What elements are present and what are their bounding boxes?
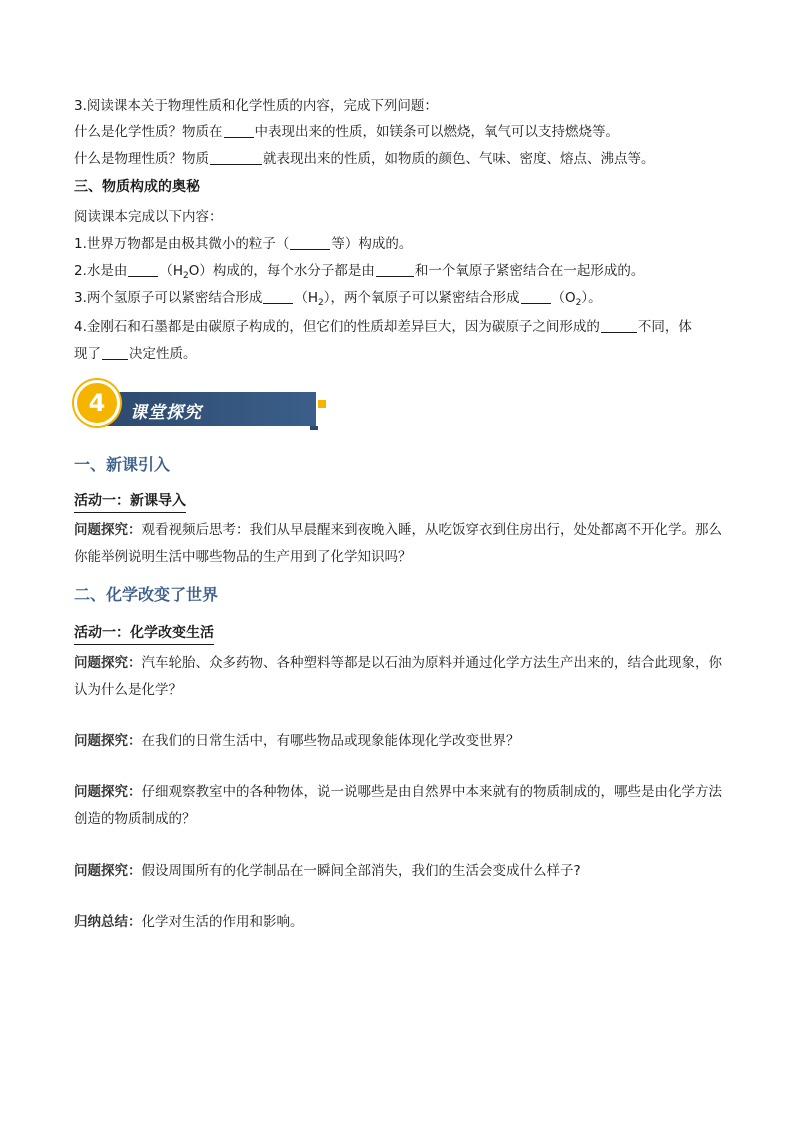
section-banner bbox=[74, 376, 254, 432]
banner-title: 课堂探究 bbox=[130, 403, 202, 423]
fill-blank[interactable] bbox=[224, 123, 254, 138]
fill-blank[interactable] bbox=[128, 262, 158, 277]
summary-line: 归纳总结：化学对生活的作用和影响。 bbox=[74, 914, 304, 930]
fill-blank[interactable] bbox=[290, 235, 330, 250]
part-heading-2: 二、化学改变了世界 bbox=[74, 585, 219, 604]
banner-accent-square bbox=[318, 400, 326, 408]
banner-number-badge: 4 bbox=[74, 380, 120, 426]
question-line-5: 现了 决定性质。 bbox=[74, 346, 197, 362]
inquiry-question: 问题探究：观看视频后思考：我们从早晨醒来到夜晚入睡，从吃饭穿衣到住房出行，处处都离不开化学。那么你能举例说明生活中哪些物品的生产用到了化学知识吗？ bbox=[74, 522, 722, 565]
fill-blank[interactable] bbox=[521, 289, 551, 304]
fill-blank[interactable] bbox=[210, 150, 262, 165]
reading-intro: 阅读课本完成以下内容： bbox=[74, 209, 223, 225]
chemical-property-question: 什么是化学性质？物质在 中表现出来的性质，如镁条可以燃烧，氧气可以支持燃烧等。 bbox=[74, 124, 619, 140]
part-heading-1: 一、新课引入 bbox=[74, 455, 171, 474]
fill-blank[interactable] bbox=[263, 289, 293, 304]
question-line-3: 3.两个氢原子可以紧密结合形成 $(H_2)$，两个氧原子可以紧密结合形成 $(O_2)$。 bbox=[74, 290, 602, 308]
fill-blank[interactable] bbox=[601, 318, 637, 333]
fill-blank[interactable] bbox=[102, 345, 128, 360]
inquiry-question: 问题探究：汽车轮胎、众多药物、各种塑料等都是以石油为原料并通过化学方法生产出来的，结合此现象，你认为什么是化学？ bbox=[74, 655, 722, 698]
section-heading-3: 三、物质构成的奥秘 bbox=[74, 179, 200, 195]
activity-title-1: 活动一：新课导入 bbox=[74, 491, 186, 513]
question-line-2: 2.水是由 $(H_2O)$构成的，每个水分子都是由 和一个氧原子紧密结合在一起形成的。 bbox=[74, 263, 645, 281]
physical-property-question: 什么是物理性质？物质 就表现出来的性质，如物质的颜色、气味、密度、熔点、沸点等。 bbox=[74, 151, 655, 167]
question-line-1: 1.世界万物都是由极其微小的粒子（ 等）构成的。 bbox=[74, 236, 413, 252]
reading-question-3: 3.阅读课本关于物理性质和化学性质的内容，完成下列问题： bbox=[74, 98, 438, 114]
question-line-4: 4.金刚石和石墨都是由碳原子构成的，但它们的性质却差异巨大，因为碳原子之间形成的 不同，体 bbox=[74, 319, 692, 335]
inquiry-question: 问题探究：仔细观察教室中的各种物体，说一说哪些是由自然界中本来就有的物质制成的，哪些是由化学方法创造的物质制成的？ bbox=[74, 784, 722, 827]
inquiry-question: 问题探究：假设周围所有的化学制品在一瞬间全部消失，我们的生活会变成什么样子? bbox=[74, 863, 581, 879]
activity-title-2: 活动一：化学改变生活 bbox=[74, 623, 214, 645]
fill-blank[interactable] bbox=[376, 262, 414, 277]
inquiry-question: 问题探究：在我们的日常生活中，有哪些物品或现象能体现化学改变世界？ bbox=[74, 733, 520, 749]
banner-accent-stripe bbox=[310, 426, 318, 430]
